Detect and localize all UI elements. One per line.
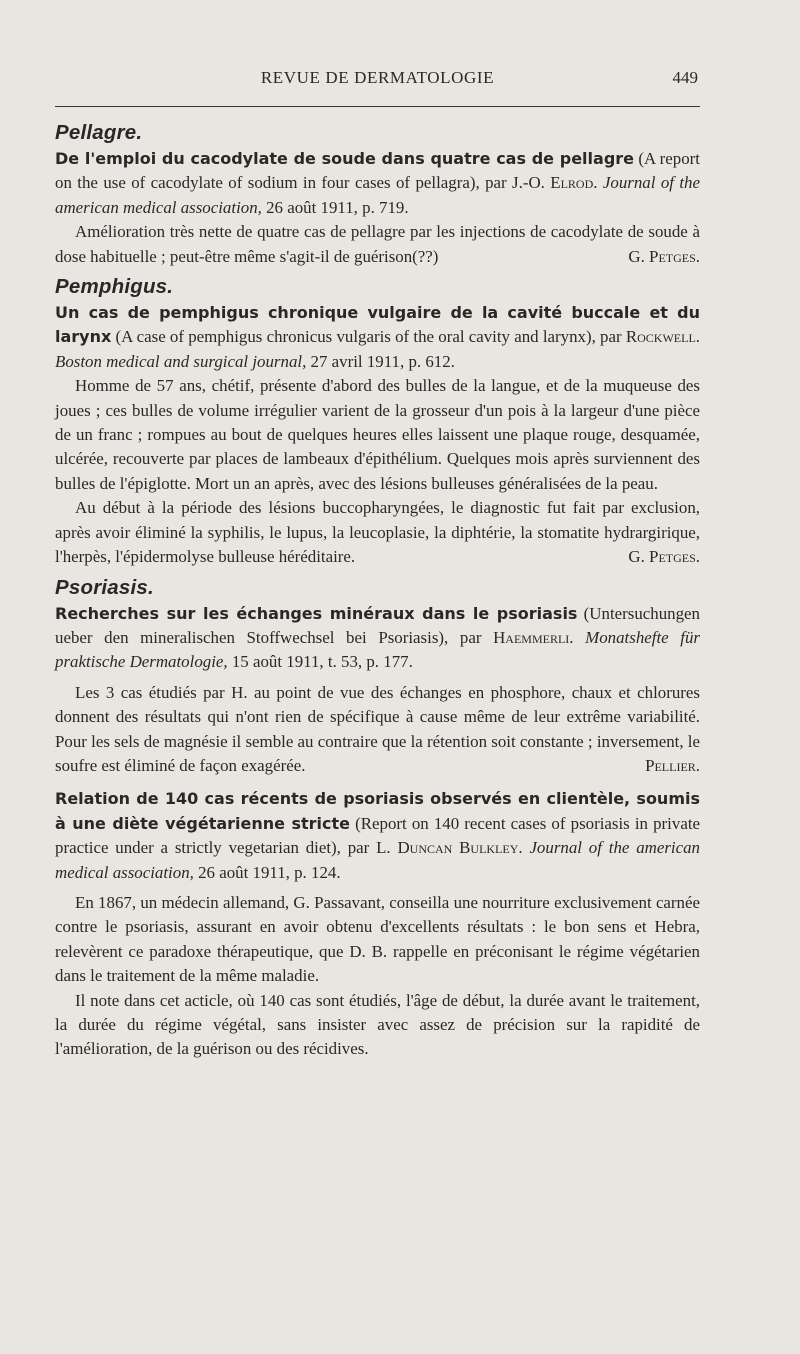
citation-text: (Report on 140 recent cases of psoriasis in private practice under a strictly vegetarian diet), par L. <box>55 813 701 858</box>
page-number: 449 <box>672 68 698 87</box>
running-title: REVUE DE DERMATOLOGIE <box>260 68 495 87</box>
header-rule <box>55 106 700 107</box>
citation-ref: 27 avril 1911, p. 612. <box>306 351 455 371</box>
summary <box>55 220 700 269</box>
summary-paragraph-2: Il note dans cet acticle, où 140 cas sont étudiés, l'âge de début, la durée avant le traitement, la durée du régime végétal, sans insister avec assez de précision sur la rapidité de l'amélioration, de la guérison ou des récidives. <box>55 990 700 1059</box>
section-heading-psoriasis: Psoriasis. <box>55 575 154 599</box>
signature: G. Petges. <box>628 246 700 266</box>
citation-text: (A report on the use of cacodylate of sodium in four cases of pellagra), par J.-O. <box>55 149 700 193</box>
author-name: Rockwell <box>625 327 696 347</box>
citation-ref: 26 août 1911, p. 719. <box>261 197 409 217</box>
abstract-pemphigus-chronique <box>55 301 700 569</box>
citation-ref: 15 août 1911, t. 53, p. 177. <box>227 652 413 672</box>
citation-text: (Untersuchungen ueber den mineralischen Stoffwechsel bei Psoriasis), par <box>55 603 701 647</box>
signature: Pellier. <box>645 755 700 775</box>
article-title: De l'emploi du cacodylate de soude dans quatre cas de pellagre <box>55 149 635 168</box>
citation-text: (A case of pemphigus chronicus vulgaris of the oral cavity and larynx), par <box>111 327 626 347</box>
citation: Relation de 140 cas récents de psoriasis observés en clientèle, soumis à une diète végétarienne stricte (Report on 140 recent cases of psoriasis in private practice under a strictly vegetarian diet), par L. Duncan Bulkley. Journal of the american medical association, 26 août 1911, p. 124. <box>55 789 701 882</box>
journal-name: Boston medical and surgical journal, <box>55 351 307 371</box>
abstract-psoriasis-echanges-mineraux <box>55 602 700 779</box>
citation-ref: 26 août 1911, p. 124. <box>193 862 341 882</box>
journal-name: Journal of the american medical association, <box>55 838 700 882</box>
signature: G. Petges. <box>628 547 700 567</box>
author-name: Haemmerli <box>493 627 570 647</box>
summary-paragraph-1: En 1867, un médecin allemand, G. Passavant, conseilla une nourriture exclusivement carnée contre le psoriasis, assurant en avoir obtenu d'excellents résultats : le bon sens et Hebra, relevèrent ce paradoxe thérapeutique, que D. B. rappelle en préconisant le régime végétarien dans le traitement de la même maladie. <box>55 892 700 986</box>
abstract-pellagre-cacodylate <box>55 147 700 269</box>
summary-text: Les 3 cas étudiés par H. au point de vue des échanges en phosphore, chaux et chlorures donnent des résultats qui n'ont rien de spécifique à cause même de leur extrême variabilité. Pour les sels de magnésie il semble au contraire que la rétention soit constante ; inversement, le soufre est éliminé de façon exagérée. <box>55 682 700 775</box>
article-title: Recherches sur les échanges minéraux dans le psoriasis <box>55 603 578 623</box>
running-head <box>55 68 700 96</box>
citation: De l'emploi du cacodylate de soude dans quatre cas de pellagre (A report on the use of cacodylate of sodium in four cases of pellagra), par J.-O. Elrod. Journal of the american medical association, 26 août 1911, p. 719. <box>55 149 700 217</box>
abstract-psoriasis-diete-vegetarienne <box>55 787 700 1061</box>
page-content <box>55 118 700 1065</box>
author-name: Duncan Bulkley <box>397 838 519 858</box>
author-name: Elrod <box>550 173 594 193</box>
journal-name: Monatshefte für praktische Dermatologie, <box>55 627 700 672</box>
citation: Recherches sur les échanges minéraux dans le psoriasis (Untersuchungen ueber den mineralischen Stoffwechsel bei Psoriasis), par Haemmerli. Monatshefte für praktische Dermatologie, 15 août 1911, t. 53, p. 177. <box>55 603 701 672</box>
summary-paragraph-2 <box>55 496 700 569</box>
summary-text: Amélioration très nette de quatre cas de pellagre par les injections de cacodylate de soude à dose habituelle ; peut-être même s'agit-il de guérison(??) <box>55 222 700 266</box>
journal-name: Journal of the american medical association, <box>55 173 700 217</box>
summary-text: Au début à la période des lésions buccopharyngées, le diagnostic fut fait par exclusion, après avoir éliminé la syphilis, le lupus, la leucoplasie, la diphtérie, la stomatite hydrargirique, l'herpès, l'épidermolyse bulleuse héréditaire. <box>55 498 700 567</box>
citation: Un cas de pemphigus chronique vulgaire de la cavité buccale et du larynx (A case of pemphigus chronicus vulgaris of the oral cavity and larynx), par Rockwell. Boston medical and surgical journal, 27 avril 1911, p. 612. <box>55 303 701 371</box>
section-heading-pellagre: Pellagre. <box>55 121 143 144</box>
summary-paragraph-1: Homme de 57 ans, chétif, présente d'abord des bulles de la langue, et de la muqueuse des joues ; ces bulles de volume irrégulier varient de la grosseur d'un pois à la largeur d'une pièce de un franc ; rompues au bout de quelques heures elles laissent une plaque rouge, desquamée, ulcérée, recouverte par places de lambeaux d'épithélium. Quelques mois après surviennent des bulles de l'épiglotte. Mort un an après, avec des lésions bulleuses généralisées de la peau. <box>55 376 700 493</box>
article-title: Un cas de pemphigus chronique vulgaire de la cavité buccale et du larynx <box>55 303 700 347</box>
section-heading-pemphigus: Pemphigus. <box>55 275 174 299</box>
article-title: Relation de 140 cas récents de psoriasis observés en clientèle, soumis à une diète végétarienne stricte <box>55 789 700 833</box>
summary <box>55 681 700 779</box>
